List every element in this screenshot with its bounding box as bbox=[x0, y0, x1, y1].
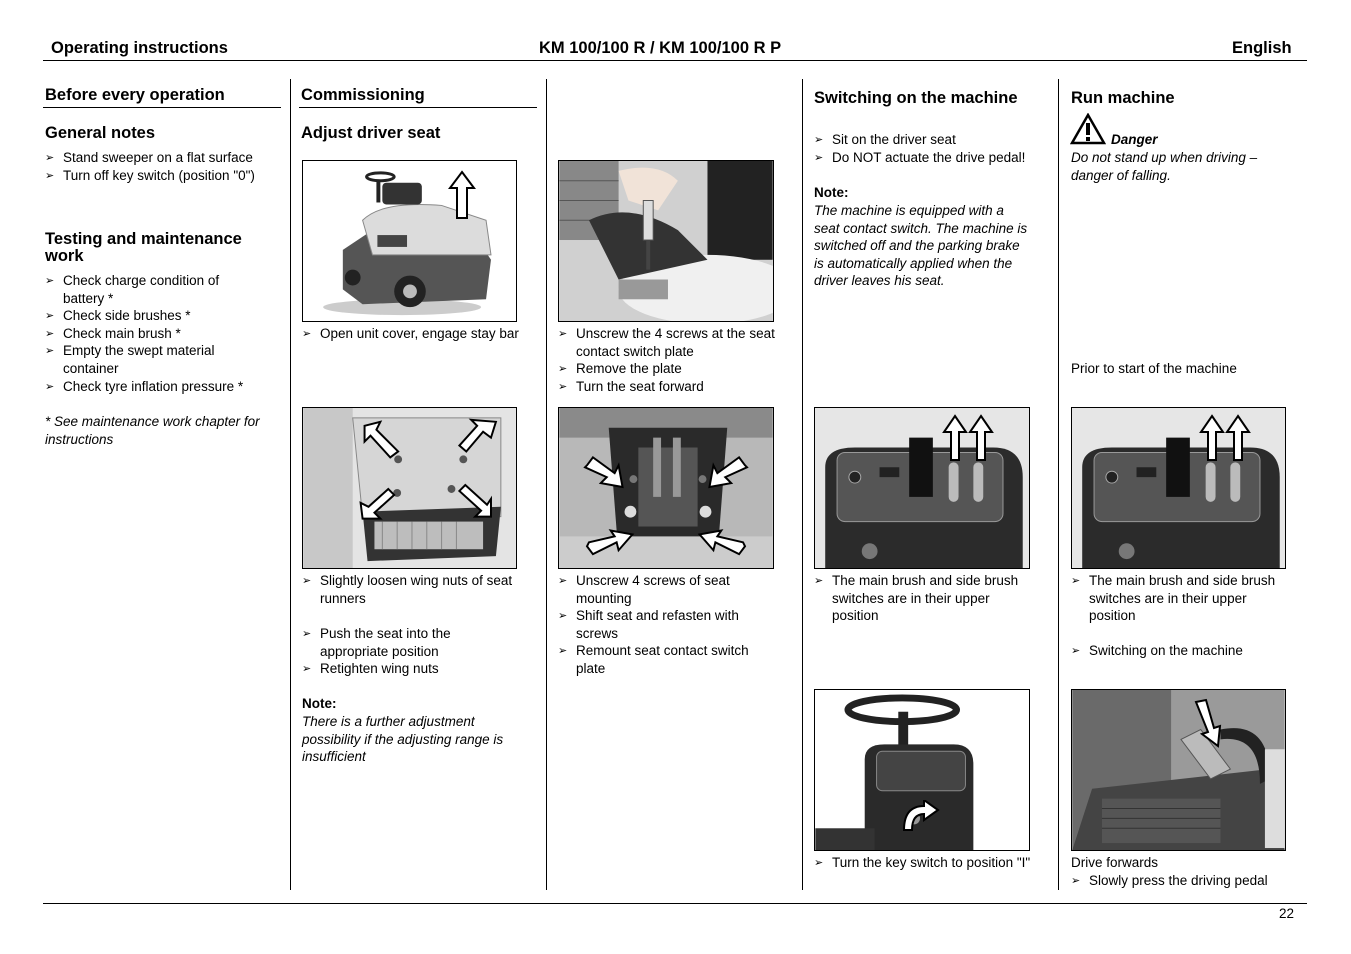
column-divider bbox=[290, 79, 291, 890]
general-notes-title: General notes bbox=[45, 124, 156, 142]
photo-driving-pedal bbox=[1071, 689, 1286, 851]
header-left: Operating instructions bbox=[51, 39, 228, 57]
header-right: English bbox=[1232, 39, 1292, 57]
photo-seat-contact-plate bbox=[558, 160, 774, 322]
column-divider bbox=[1058, 79, 1059, 890]
prior-start-text: Prior to start of the machine bbox=[1071, 361, 1237, 376]
switching-on-title: Switching on the machine bbox=[814, 89, 1018, 107]
up-arrow-icon bbox=[1199, 414, 1253, 462]
photo-brush-switches bbox=[814, 407, 1030, 569]
general-notes-list bbox=[45, 149, 285, 184]
down-arrow-icon bbox=[1192, 698, 1224, 748]
photo-seat-runners bbox=[302, 407, 517, 569]
step-list bbox=[1071, 642, 1311, 660]
list-item: ➢ The main brush and side brush switches are in their upper position bbox=[1071, 572, 1311, 625]
step-list bbox=[814, 131, 1054, 166]
column-divider bbox=[546, 79, 547, 890]
list-item: ➢ Do NOT actuate the drive pedal! bbox=[814, 149, 1054, 167]
list-item: ➢ Check tyre inflation pressure * bbox=[45, 378, 285, 396]
list-item: ➢ Sit on the driver seat bbox=[814, 131, 1054, 149]
list-item: ➢ Turn the seat forward bbox=[558, 378, 798, 396]
rotate-arrow-icon bbox=[898, 800, 942, 836]
photo-seat-mounting bbox=[558, 407, 774, 569]
list-item: ➢ Remove the plate bbox=[558, 360, 798, 378]
list-item: ➢ Push the seat into the appropriate position bbox=[302, 625, 542, 660]
note-label: Note: bbox=[814, 185, 849, 200]
drive-forwards-label: Drive forwards bbox=[1071, 855, 1159, 870]
list-item: ➢ Open unit cover, engage stay bar bbox=[302, 325, 542, 343]
footnote: * See maintenance work chapter for instructions bbox=[45, 414, 260, 447]
step-list bbox=[558, 325, 798, 395]
list-item: ➢ Slightly loosen wing nuts of seat runners bbox=[302, 572, 542, 607]
list-item: ➢ Check charge condition of battery * bbox=[45, 272, 285, 307]
run-machine-title: Run machine bbox=[1071, 89, 1175, 107]
list-item: ➢ Check main brush * bbox=[45, 325, 285, 343]
list-item: ➢ Empty the swept material container bbox=[45, 342, 285, 377]
testing-list bbox=[45, 272, 285, 395]
up-arrow-icon bbox=[448, 170, 476, 220]
testing-title: Testing and maintenance work bbox=[45, 230, 242, 265]
commissioning-title: Commissioning bbox=[301, 86, 425, 104]
up-arrow-icon bbox=[942, 414, 996, 462]
header-center: KM 100/100 R / KM 100/100 R P bbox=[539, 39, 782, 57]
photo-sweeper-machine bbox=[302, 160, 517, 322]
note-text: There is a further adjustment possibility if the adjusting range is insufficient bbox=[302, 714, 504, 765]
column-divider bbox=[802, 79, 803, 890]
list-item: ➢ Turn off key switch (position "0") bbox=[45, 167, 285, 185]
list-item: ➢ Unscrew 4 screws of seat mounting bbox=[558, 572, 798, 607]
list-item: ➢ The main brush and side brush switches are in their upper position bbox=[814, 572, 1054, 625]
list-item: ➢ Slowly press the driving pedal bbox=[1071, 872, 1311, 890]
section-rule bbox=[299, 107, 537, 108]
step-list bbox=[558, 572, 798, 678]
danger-label: Danger bbox=[1111, 132, 1158, 147]
adjust-seat-title: Adjust driver seat bbox=[301, 124, 441, 142]
danger-text: Do not stand up when driving – danger of falling. bbox=[1071, 150, 1258, 183]
section-title-before-operation: Before every operation bbox=[45, 86, 225, 104]
note-text: The machine is equipped with a seat contact switch. The machine is switched off and the parking brake is automatically applied when the driver leaves his seat. bbox=[814, 203, 1028, 289]
list-item: ➢ Retighten wing nuts bbox=[302, 660, 542, 678]
list-item: ➢ Check side brushes * bbox=[45, 307, 285, 325]
step-list bbox=[302, 325, 542, 343]
warning-triangle-icon bbox=[1070, 113, 1106, 145]
step-list bbox=[302, 625, 542, 678]
footer-rule bbox=[43, 903, 1307, 904]
step-list bbox=[814, 572, 1054, 625]
step-list bbox=[302, 572, 542, 607]
list-item: ➢ Switching on the machine bbox=[1071, 642, 1311, 660]
header-rule bbox=[43, 60, 1307, 61]
list-item: ➢ Stand sweeper on a flat surface bbox=[45, 149, 285, 167]
step-list bbox=[814, 854, 1054, 872]
list-item: ➢ Shift seat and refasten with screws bbox=[558, 607, 798, 642]
list-item: ➢ Remount seat contact switch plate bbox=[558, 642, 798, 677]
note-label: Note: bbox=[302, 696, 337, 711]
list-item: ➢ Turn the key switch to position "I" bbox=[814, 854, 1054, 872]
step-list bbox=[1071, 872, 1311, 890]
section-rule bbox=[43, 107, 281, 108]
page-number: 22 bbox=[1279, 906, 1295, 921]
list-item: ➢ Unscrew the 4 screws at the seat contact switch plate bbox=[558, 325, 798, 360]
step-list bbox=[1071, 572, 1311, 625]
photo-brush-switches-2 bbox=[1071, 407, 1286, 569]
